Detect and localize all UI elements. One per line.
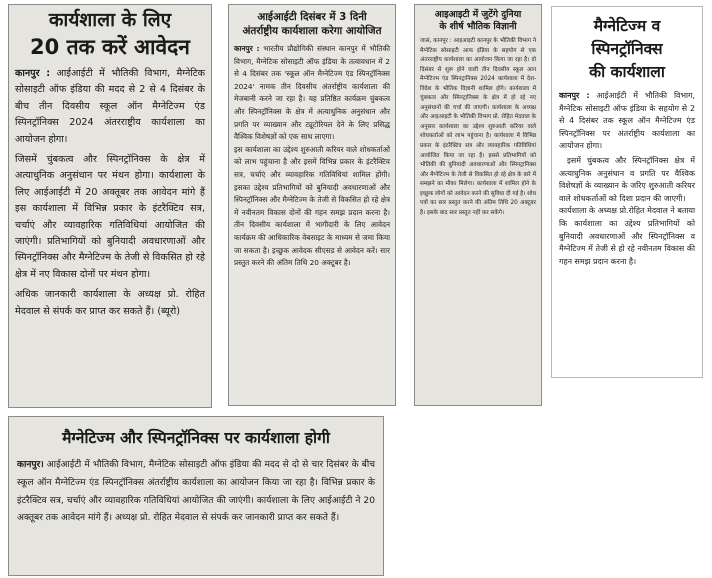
headline-line-3: की कार्यशाला [589,63,665,81]
article-paragraph: अधिक जानकारी कार्यशाला के अध्यक्ष प्रो. रोहित मेदवाल से संपर्क कर प्राप्त कर सकते हैं। (ब्यूरो) [15,289,205,317]
paragraph-text: आईआईटी में भौतिकी विभाग, मैग्नेटिक सोसाइटी ऑफ इंडिया के सहयोग से 2 से 4 दिसंबर तक स्कूल ऑन मैग्नेटिज्म एंड स्पिनट्रॉनिक्स पर अंतर्राष्ट्रीय कार्यशाला का आयोजन होगा। [559,91,695,151]
article-paragraph: इसमें चुंबकत्व और स्पिनट्रॉनिक्स क्षेत्र में अत्याधुनिक अनुसंधान व प्रगति पर वैश्विक विशेषज्ञों के व्याख्यान के जरिए शुरुआती करियर वाले शोधकर्ताओं को दिशा प्रदान की जाएगी। [559,155,695,203]
article-paragraph [559,90,695,153]
news-clipping-4 [551,6,703,378]
article-paragraph: जिसमें चुंबकत्व और स्पिनट्रॉनिक्स के क्षेत्र में अत्याधुनिक अनुसंधान पर मंथन होगा। कार्यशाला के लिए आईआईटी में 20 अक्तूबर तक आवेदन मांगे हैं इस कार्यशाला में विभिन्न प्रकार के इंटरैक्टिव सत्र, चर्चाएं और व्यावहारिक गतिविधियां आयोजित की जाएंगी। प्रतिभागियों को बुनियादी अवधारणाओं और स्पिनट्रॉनिक्स और मैग्नेटिज्म के तेजी से विकसित हो रहे क्षेत्र में नए विकास दोनों पर मंथन होगा। [15,154,205,280]
article-paragraph [15,66,205,148]
news-clipping-2 [228,4,396,406]
news-clipping-1 [8,4,212,408]
paragraph-text: आईआईटी में भौतिकी विभाग, मैग्नेटिक सोसाइटी ऑफ इंडिया की मदद से 2 से 4 दिसंबर के बीच तीन दिवसीय स्कूल ऑन मैग्नेटिज्म एंड स्पिनट्रॉनिक्स 2024 अंतरराष्ट्रीय कार्यशाला का आयोजन होगा। [15,68,205,145]
headline-line-1: आईआईटी दिसंबर में 3 दिनी [257,11,367,23]
headline-line-2: अंतर्राष्ट्रीय कार्यशाला करेगा आयोजित [242,25,382,37]
paragraph-text: आईआईटी में भौतिकी विभाग, मैग्नेटिक सोसाइटी ऑफ इंडिया की मदद से दो से चार दिसंबर के बीच स्कूल ऑन मैग्नेटिज्म एंड स्पिनट्रॉनिक्स अंतर्राष्ट्रीय कार्यशाला का आयोजन किया जा रहा है। विभिन्न प्रकार के इंटरैक्टिव सत्र, चर्चाएं और व्यावहारिक गतिविधियां आयोजित की जाएंगी। कार्यशाला के लिए आईआईटी ने 20 अक्तूबर तक आवेदन मांगे हैं। अध्यक्ष प्रो. रोहित मेदवाल से संपर्क कर जानकारी प्राप्त कर सकते हैं। [17,460,375,524]
article-paragraph: इस कार्यशाला का उद्देश्य शुरुआती करियर वाले शोधकर्ताओं को लाभ पहुंचाना है और इसमें विभिन्न प्रकार के इंटरैक्टिव सत्र, चर्चाएं और व्यावहारिक गतिविधियां शामिल होंगी। इसका उद्देश्य प्रतिभागियों को बुनियादी अवधारणाओं और स्पिनट्रॉनिक्स और मैग्नेटिज्म के तेजी से विकसित हो रहे क्षेत्र में नवीनतम विकास दोनों की गहन समझ प्रदान करना है। तीन दिवसीय कार्यशाला में भागीदारी के लिए आवेदन कार्यक्रम की आधिकारिक वेबसाइट के माध्यम से जमा किया जा सकता है। इच्छुक आवेदक सीएसड से आवेदन करें। सार प्रस्तुत करने की अंतिम तिथि 20 अक्टूबर है। [234,144,390,268]
headline-line-2: 20 तक करें आवेदन [30,35,190,59]
news-clipping-5 [8,416,384,576]
headline-line-1: मैग्नेटिज्म व [593,17,661,35]
article-body: जासं, कानपुर : आइआइटी कानपुर के भौतिकी विभाग ने मैग्नेटिक सोसाइटी आफ इंडिया के सहयोग से एक अंतरराष्ट्रीय कार्यशाला का आयोजन किया जा रहा है। दो दिसंबर से शुरू होने वाली तीन दिवसीय स्कूल आन मैग्नेटिज्म एंड स्पिनट्रानिक्स 2024 कार्यशाला में देश-विदेश के भौतिक विज्ञानी शामिल होंगे। कार्यशाला में चुंबकत्व और स्पिनट्रानिक्स के क्षेत्र में हो रहे नए अनुसंधानों की चर्चा की जाएगी। कार्यशाला के अध्यक्ष और आइआइटी के भौतिकी विभाग प्रो. रोहित मेदवाल के अनुसार कार्यशाला का उद्देश्य शुरुआती करियर वाले शोधकर्ताओं को लाभ पहुंचाना है। कार्यशाला में विभिन्न प्रकार के इंटरैक्टिव सत्र और व्यावहारिक गतिविधियां आयोजित किया जा रहा है। इससे प्रतिभागियों को भौतिकी की बुनियादी अवधारणाओं और स्पिनट्रानिक्स और मैग्नेटिज्म के तेजी से विकसित हो रहे क्षेत्र के बारे में समझने का मौका मिलेगा। कार्यशाला में शामिल होने के इच्छुक लोगों को आवेदन करने की सुविधा दी गई है। शोध पत्रों का सार प्रस्तुत करने की अंतिम तिथि 20 अक्टूबर है। इसके बाद सार प्रस्तुत नहीं कर सकेंगे। [420,38,536,216]
paragraph-text: भारतीय प्रौद्योगिकी संस्थान कानपुर में भौतिकी विभाग, मैग्नेटिक सोसाइटी ऑफ इंडिया के तत्वावधान में 2 से 4 दिसंबर तक 'स्कूल ऑन मैग्नेटिज्म एंड स्पिनट्रॉनिक्स 2024' नामक तीन दिवसीय अंतर्राष्ट्रीय कार्यशाला की मेजबानी करने जा रहा है। यह प्रतिष्ठित कार्यक्रम चुंबकत्व और स्पिनट्रॉनिक्स के क्षेत्र में अत्याधुनिक अनुसंधान और प्रगति पर व्याख्यान और ट्यूटोरियल देने के लिए प्रसिद्ध वैश्विक विशेषज्ञों को एक साथ लाएगा। [234,44,390,142]
headline-line-2: स्पिनट्रॉनिक्स [591,40,663,58]
headline-line-1: कार्यशाला के लिए [48,9,172,31]
dateline: कानपुर। [17,460,44,470]
article-paragraph [234,43,390,144]
dateline: कानपुर : [234,44,260,53]
article-paragraph: कार्यशाला के अध्यक्ष प्रो.रोहित मेदवाल ने बताया कि कार्यशाला का उद्देश्य प्रतिभागियों को बुनियादी अवधारणाओं और स्पिनट्रॉनिक्स व मैग्नेटिज्म में तेजी से हो रहे नवीनतम विकास की गहन समझ प्रदान करना है। [559,206,695,266]
dateline: कानपुर : [15,68,51,79]
dateline: कानपुर : [559,91,590,100]
article-paragraph [17,457,375,528]
headline: मैग्नेटिज्म और स्पिनट्रॉनिक्स पर कार्यशाला होगी [62,429,330,447]
news-clipping-3 [414,4,542,406]
headline-line-1: आइआइटी में जुटेंगे दुनिया [434,9,522,20]
headline-line-2: के शीर्ष भौतिक विज्ञानी [439,21,517,32]
